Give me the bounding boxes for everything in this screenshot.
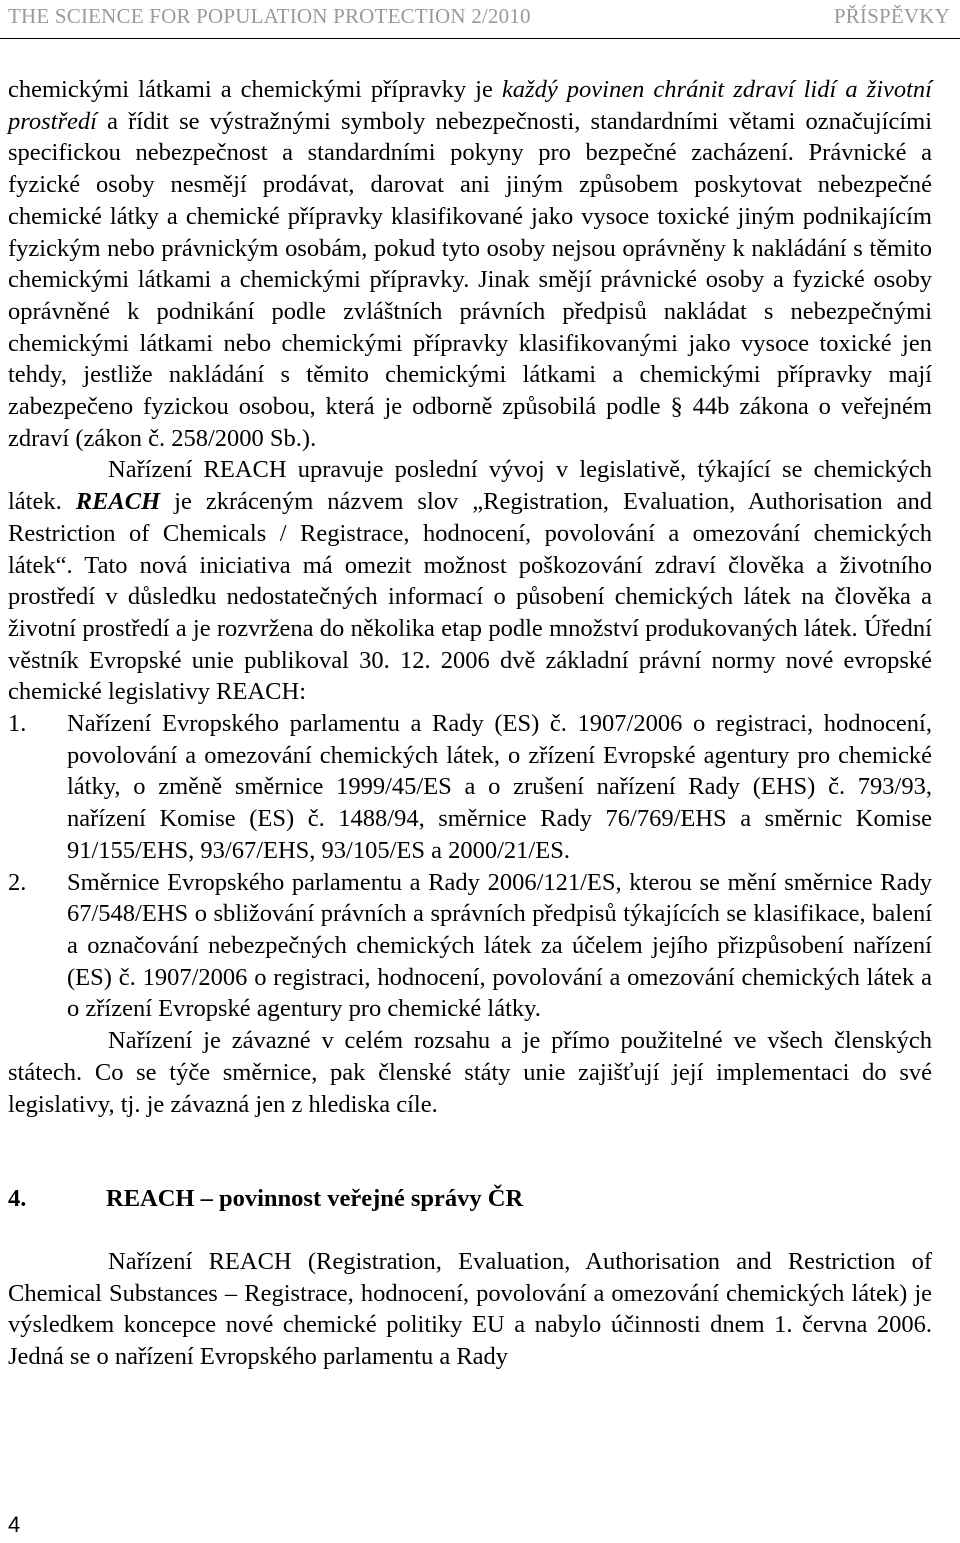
article-body xyxy=(8,74,932,1373)
list-item xyxy=(8,867,932,1026)
list-text: Nařízení Evropského parlamentu a Rady (ES) č. 1907/2006 o registraci, hodnocení, povolování a omezování chemických látek, o zřízení Evropské agentury pro chemické látky, o změně směrnice 1999/45/ES a o zrušení nařízení Rady (EHS) č. 793/93, nařízení Komise (ES) č. 1488/94, směrnice Rady 76/769/EHS a směrnic Komise 91/155/EHS, 93/67/EHS, 93/105/ES a 2000/21/ES. xyxy=(67,710,932,864)
section-sign: § xyxy=(670,393,683,421)
list-item xyxy=(8,708,932,867)
list-text: Směrnice Evropského parlamentu a Rady 2006/121/ES, kterou se mění směrnice Rady 67/548/EHS o sbližování právních a správních předpisů týkajících se klasifikace, balení a označování nebezpečných chemických látek za účelem jejího přizpůsobení nařízení (ES) č. 1907/2006 o registraci, hodnocení, povolování a omezování chemických látek a o zřízení Evropské agentury pro chemické látky. xyxy=(67,868,932,1023)
paragraph-safety-rules: chemickými látkami a chemickými přípravky je každý povinen chránit zdraví lidí a životní prostředí a řídit se výstražnými symboly nebezpečnosti, standardními větami označujícími specifickou nebezpečnost a standardními pokyny pro bezpečné zacházení. Právnické a fyzické osoby nesmějí prodávat, darovat ani jiným způsobem poskytovat nebezpečné chemické látky a chemické přípravky klasifikované jako vysoce toxické jiným podnikajícím fyzickým nebo právnickým osobám, pokud tyto osoby nejsou oprávněny k nakládání s těmito chemickými látkami a chemickými přípravky. Jinak smějí právnické osoby a fyzické osoby oprávněné k podnikání podle zvláštních právních předpisů nakládat s nebezpečnými chemickými látkami nebo chemickými přípravky klasifikovanými jako vysoce toxické jen tehdy, jestliže nakládání s těmito chemickými látkami a chemickými přípravky mají zabezpečeno fyzickou osobou, která je odborně způsobilá podle § 44b zákona o veřejném zdraví (zákon č. 258/2000 Sb.). xyxy=(8,76,932,452)
legislation-list xyxy=(8,708,932,1025)
section-title: REACH – povinnost veřejné správy ČR xyxy=(106,1185,524,1213)
list-number: 1. xyxy=(8,710,27,738)
section-heading xyxy=(8,1183,932,1215)
paragraph-binding: Nařízení je závazné v celém rozsahu a je přímo použitelné ve všech členských státech. Co se týče směrnice, pak členské státy unie zajišťují její implementaci do své legislativy, tj. je závazná jen z hlediska cíle. xyxy=(8,1027,932,1118)
paragraph-reach-intro: Nařízení REACH upravuje poslední vývoj v legislativě, týkající se chemických látek. REACH je zkráceným názvem slov „Registration, Evaluation, Authorisation and Restriction of Chemicals / Registrace, hodnocení, povolování a omezování chemických látek“. Tato nová iniciativa má omezit možnost poškozování zdraví člověka a životního prostředí v důsledku nedostatečných informací o působení chemických látek na člověka a životní prostředí a je rozvržena do několika etap podle množství produkovaných látek. Úřední věstník Evropské unie publikoval 30. 12. 2006 dvě základní právní normy nové evropské chemické legislativy REACH: xyxy=(8,456,932,706)
journal-title: THE SCIENCE FOR POPULATION PROTECTION 2/2010 xyxy=(8,4,531,28)
reach-term: REACH xyxy=(75,488,161,516)
running-header xyxy=(0,0,960,39)
list-number: 2. xyxy=(8,868,27,896)
section-number: 4. xyxy=(8,1185,27,1213)
section-label: PŘÍSPĚVKY xyxy=(833,4,950,28)
paragraph-reach-details: Nařízení REACH (Registration, Evaluation, Authorisation and Restriction of Chemical Substances – Registrace, hodnocení, povolování a omezování chemických látek) je výsledkem koncepce nové chemické politiky EU a nabylo účinnosti dnem 1. června 2006. Jedná se o nařízení Evropského parlamentu a Rady xyxy=(8,1247,932,1371)
page-number: 4 xyxy=(8,1512,21,1537)
emphasis-text: každý povinen chránit zdraví lidí a životní prostředí xyxy=(8,76,932,135)
